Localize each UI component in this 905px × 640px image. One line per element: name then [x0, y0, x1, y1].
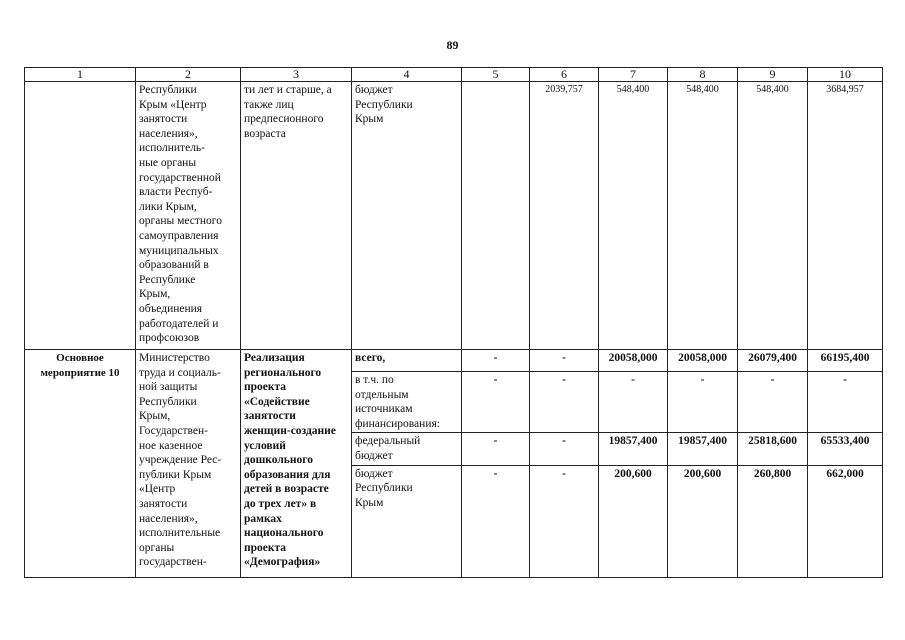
value-cell: 65533,400 — [808, 433, 883, 465]
value-cell: 20058,000 — [599, 350, 668, 372]
value-cell: - — [530, 350, 599, 372]
column-header: 9 — [738, 68, 808, 82]
column-header: 7 — [599, 68, 668, 82]
value-cell: - — [462, 465, 530, 577]
program-table — [24, 67, 883, 578]
measure-name-cell: Основное мероприятие 10 — [25, 350, 136, 578]
value-cell: 200,600 — [668, 465, 738, 577]
column-header: 5 — [462, 68, 530, 82]
column-number-row — [25, 68, 883, 82]
column-header: 1 — [25, 68, 136, 82]
description-cell: ти лет и старше, а также лиц предпесионного возраста — [241, 82, 352, 350]
column-header: 4 — [352, 68, 462, 82]
funding-source-cell: в т.ч. по отдельным источникам финансирования: — [352, 372, 462, 433]
value-cell: - — [599, 372, 668, 433]
value-cell: 2039,757 — [530, 82, 599, 350]
value-cell: 548,400 — [599, 82, 668, 350]
executors-cell: Министерство труда и социаль- ной защиты Республики Крым, Государствен- ное казенное учреждение Рес- публики Крым «Центр занятости населения», исполнительные органы государствен- — [136, 350, 241, 578]
value-cell: - — [530, 372, 599, 433]
column-header: 6 — [530, 68, 599, 82]
funding-source-cell: бюджет Республики Крым — [352, 465, 462, 577]
column-header: 8 — [668, 68, 738, 82]
value-cell: 200,600 — [599, 465, 668, 577]
page-number: 89 — [446, 38, 459, 52]
value-cell: - — [462, 350, 530, 372]
value-cell: 3684,957 — [808, 82, 883, 350]
executors-cell: Республики Крым «Центр занятости населения», исполнитель- ные органы государственной власти Респуб- лики Крым, органы местного самоуправления муниципальных образований в Республике Крым, объединения работодателей и профсоюзов — [136, 82, 241, 350]
description-cell: Реализация регионального проекта «Содействие занятости женщин-создание условий дошкольного образования для детей в возрасте до трех лет» в рамках национального проекта «Демография» — [241, 350, 352, 578]
column-header: 2 — [136, 68, 241, 82]
value-cell: 548,400 — [738, 82, 808, 350]
value-cell: - — [808, 372, 883, 433]
measure-name-cell — [25, 82, 136, 350]
value-cell: - — [462, 372, 530, 433]
value-cell: 19857,400 — [668, 433, 738, 465]
funding-source-cell: бюджет Республики Крым — [352, 82, 462, 350]
funding-source-cell: федеральный бюджет — [352, 433, 462, 465]
value-cell: 25818,600 — [738, 433, 808, 465]
value-cell: - — [462, 433, 530, 465]
column-header: 10 — [808, 68, 883, 82]
value-cell: - — [668, 372, 738, 433]
value-cell: - — [738, 372, 808, 433]
value-cell: 20058,000 — [668, 350, 738, 372]
value-cell: - — [530, 465, 599, 577]
value-cell: - — [530, 433, 599, 465]
funding-source-cell: всего, — [352, 350, 462, 372]
value-cell: 662,000 — [808, 465, 883, 577]
value-cell — [462, 82, 530, 350]
value-cell: 26079,400 — [738, 350, 808, 372]
continued-row — [25, 82, 883, 350]
value-cell: 66195,400 — [808, 350, 883, 372]
value-cell: 260,800 — [738, 465, 808, 577]
value-cell: 19857,400 — [599, 433, 668, 465]
value-cell: 548,400 — [668, 82, 738, 350]
measure-row — [25, 350, 883, 372]
column-header: 3 — [241, 68, 352, 82]
